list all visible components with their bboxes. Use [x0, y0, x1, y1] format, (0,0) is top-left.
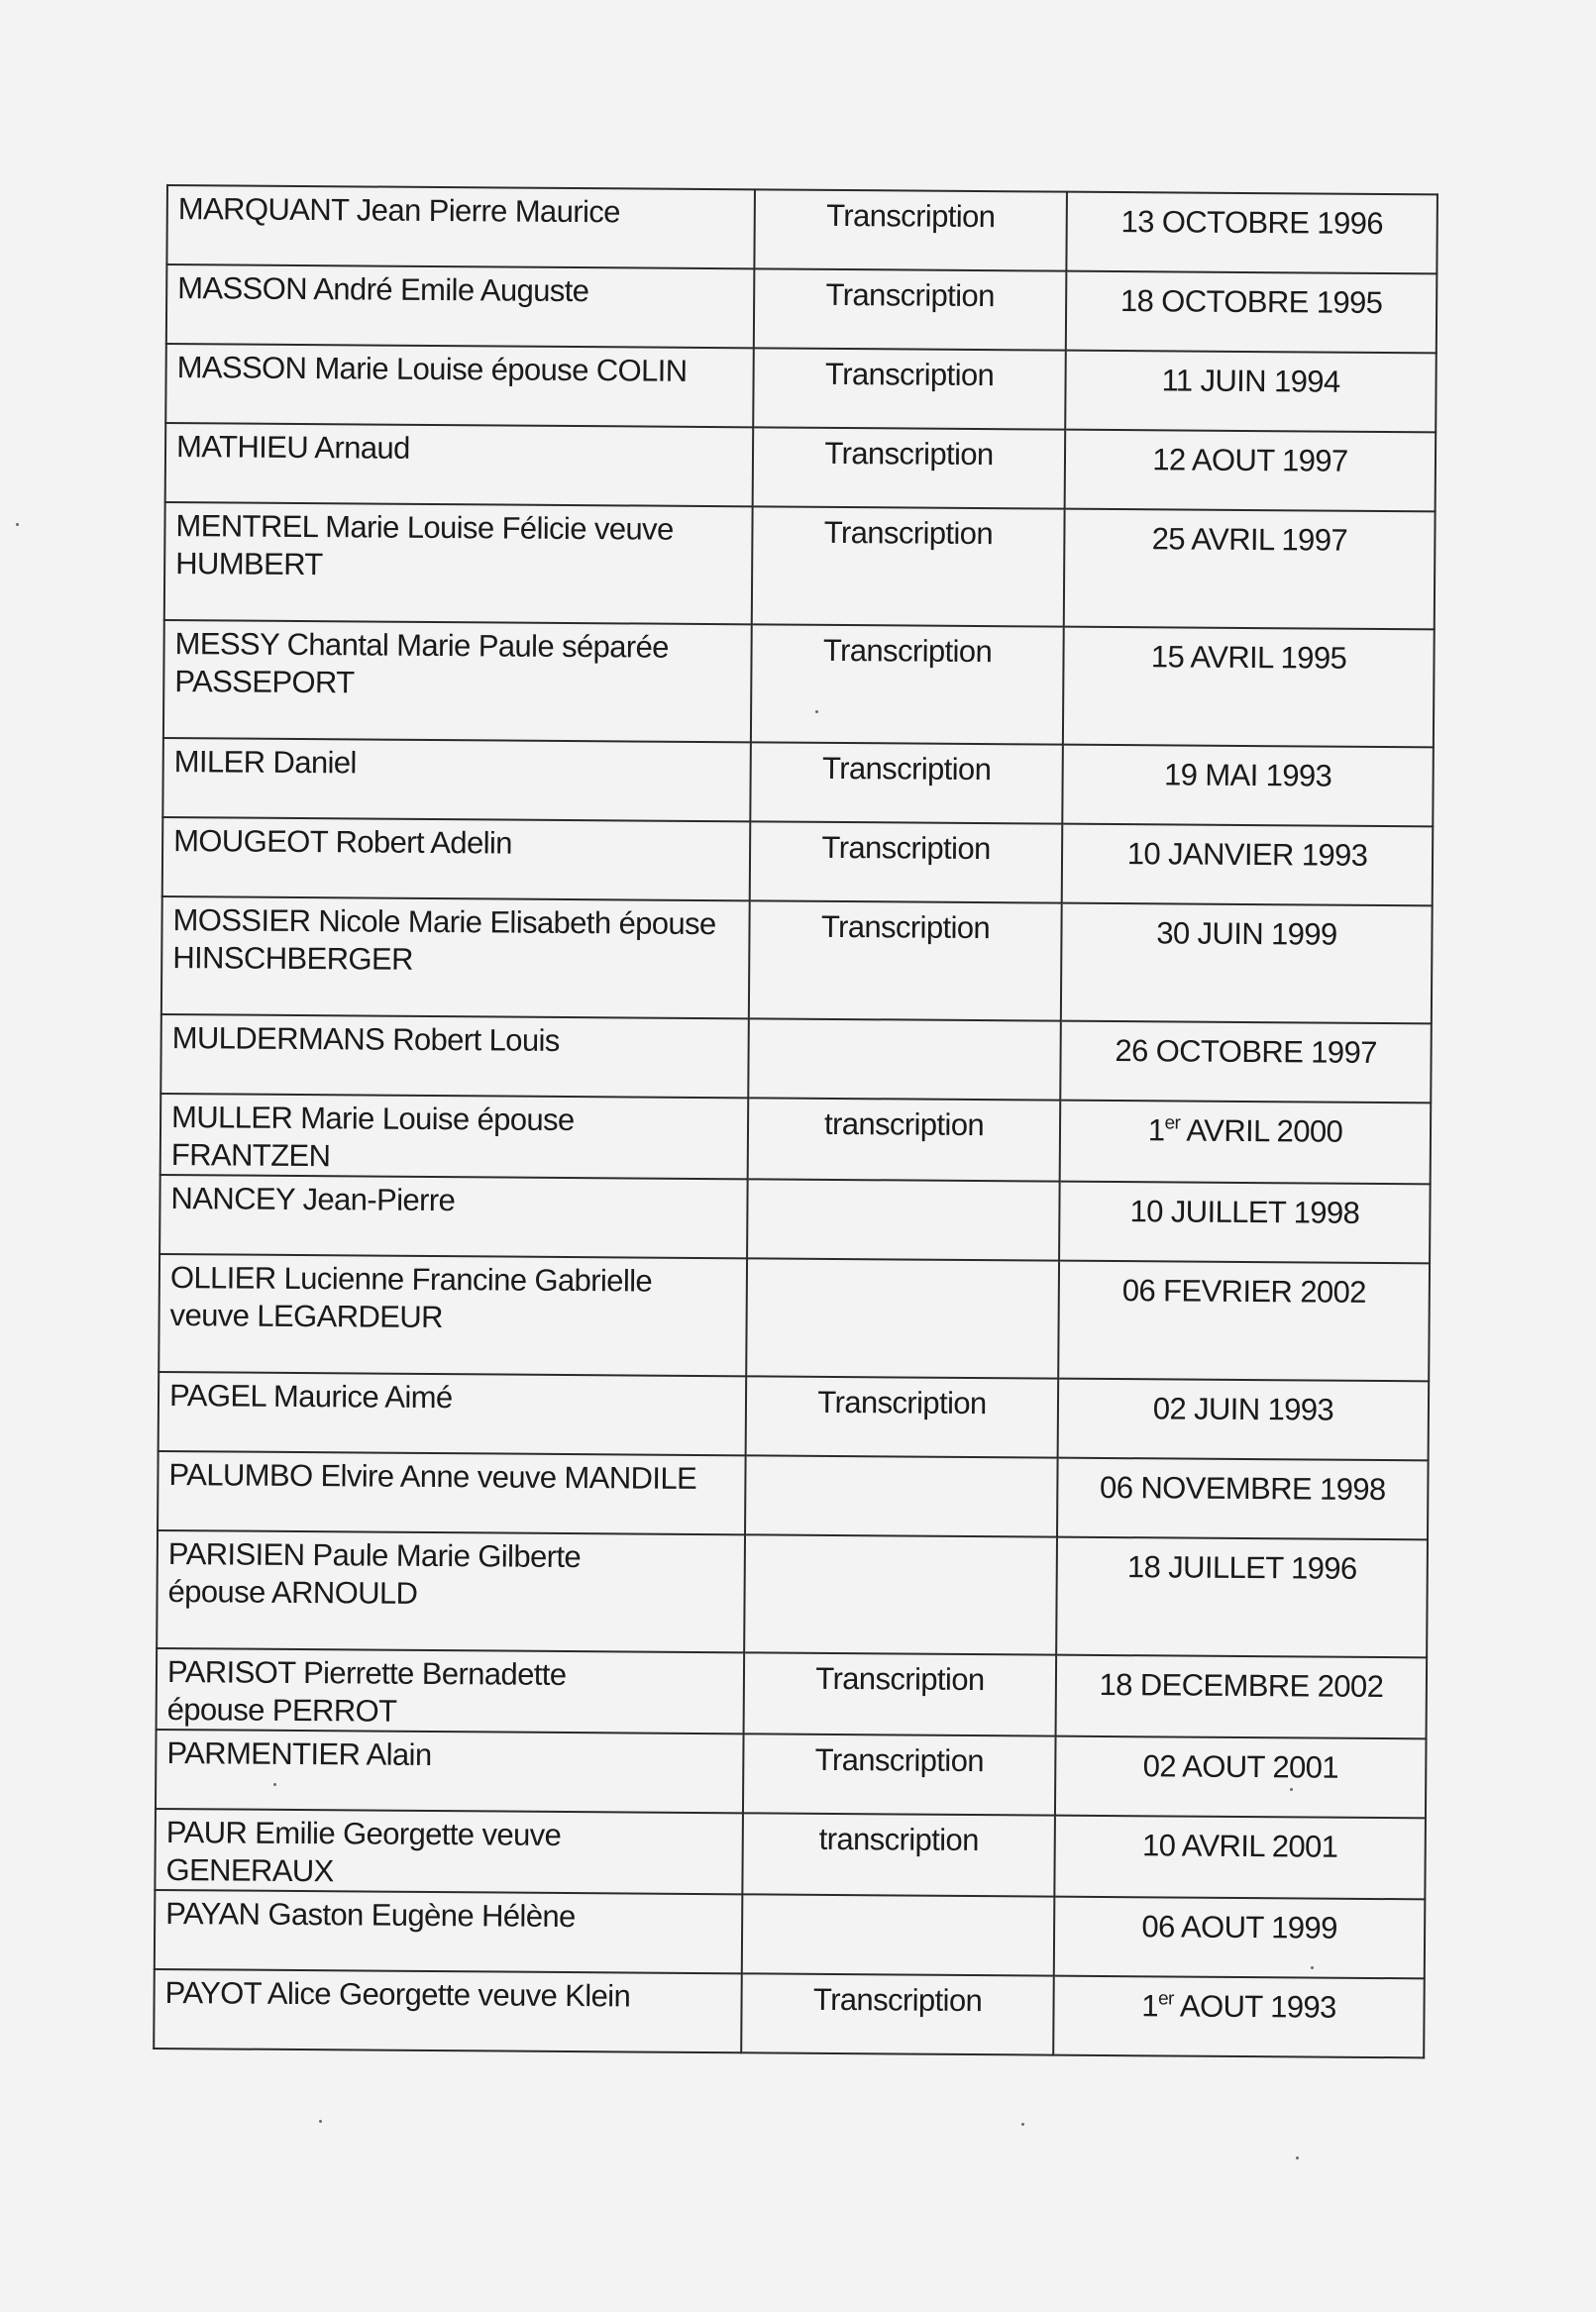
date-cell: 10 AVRIL 2001 — [1054, 1816, 1426, 1900]
scan-speck — [16, 523, 19, 526]
type-cell — [744, 1534, 1057, 1654]
table-row — [161, 896, 1433, 1023]
type-cell: Transcription — [752, 506, 1065, 626]
registry-table — [153, 184, 1438, 2058]
date-cell: 18 OCTOBRE 1995 — [1066, 271, 1437, 354]
scan-speck — [1021, 2123, 1024, 2126]
table-row — [164, 502, 1436, 629]
type-cell: transcription — [742, 1813, 1055, 1896]
name-cell: MASSON André Emile Auguste — [166, 264, 755, 348]
date-cell: 10 JUILLET 1998 — [1059, 1182, 1431, 1264]
table-row — [162, 738, 1434, 826]
date-cell: 10 JANVIER 1993 — [1062, 824, 1434, 906]
type-cell — [746, 1258, 1059, 1378]
name-cell: PARMENTIER Alain — [156, 1730, 744, 1813]
table-row — [163, 620, 1435, 747]
type-cell: Transcription — [741, 1973, 1054, 2054]
type-cell — [748, 1018, 1061, 1100]
name-cell: PARISOT Pierrette Bernadette épouse PERROT — [157, 1648, 745, 1734]
scan-speck — [319, 2120, 322, 2123]
date-cell: 1er AOUT 1993 — [1053, 1976, 1425, 2058]
table-row — [157, 1648, 1428, 1738]
table-row — [166, 264, 1437, 353]
table-row — [156, 1730, 1427, 1818]
type-cell: Transcription — [746, 1376, 1059, 1457]
type-cell — [745, 1455, 1058, 1536]
type-cell — [742, 1894, 1055, 1975]
name-cell: NANCEY Jean-Pierre — [160, 1175, 748, 1258]
table-row — [159, 1372, 1430, 1460]
date-cell: 02 AOUT 2001 — [1055, 1736, 1427, 1819]
date-cell: 26 OCTOBRE 1997 — [1060, 1021, 1432, 1103]
type-cell: Transcription — [751, 624, 1064, 744]
type-cell: Transcription — [743, 1734, 1056, 1815]
name-cell: MASSON Marie Louise épouse COLIN — [165, 344, 754, 427]
name-cell: MATHIEU Arnaud — [165, 423, 754, 506]
table-row — [162, 817, 1434, 905]
type-cell: Transcription — [754, 268, 1067, 350]
table-row — [159, 1254, 1430, 1381]
name-cell: MOSSIER Nicole Marie Elisabeth épouse HINSCHBERGER — [161, 896, 750, 1018]
name-cell: PAYAN Gaston Eugène Hélène — [155, 1890, 743, 1973]
table-row — [157, 1530, 1428, 1657]
table-row — [166, 185, 1437, 273]
scan-speck — [273, 1783, 276, 1786]
type-cell: Transcription — [744, 1652, 1057, 1735]
scan-speck — [815, 710, 818, 713]
name-cell: MARQUANT Jean Pierre Maurice — [166, 185, 755, 268]
date-cell: 19 MAI 1993 — [1062, 745, 1434, 827]
name-cell: PAUR Emilie Georgette veuve GENERAUX — [155, 1809, 743, 1894]
date-cell: 11 JUIN 1994 — [1065, 351, 1436, 433]
type-cell: Transcription — [750, 821, 1063, 902]
date-cell: 15 AVRIL 1995 — [1063, 627, 1435, 748]
name-cell: MENTREL Marie Louise Félicie veuve HUMBERT — [164, 502, 753, 624]
name-cell: OLLIER Lucienne Francine Gabrielle veuve LEGARDEUR — [159, 1254, 747, 1376]
table-row — [158, 1451, 1429, 1539]
table-row — [154, 1969, 1425, 2057]
date-cell: 06 AOUT 1999 — [1054, 1897, 1426, 1979]
name-cell: MILER Daniel — [162, 738, 751, 821]
scan-speck — [1311, 1966, 1314, 1969]
table-row — [165, 344, 1436, 432]
table-row — [160, 1014, 1432, 1103]
date-cell: 06 FEVRIER 2002 — [1058, 1261, 1430, 1382]
name-cell: PALUMBO Elvire Anne veuve MANDILE — [158, 1451, 746, 1534]
name-cell: PAGEL Maurice Aimé — [159, 1372, 747, 1455]
name-cell: MESSY Chantal Marie Paule séparée PASSEPORT — [163, 620, 752, 742]
date-cell: 06 NOVEMBRE 1998 — [1057, 1458, 1429, 1540]
name-cell: PAYOT Alice Georgette veuve Klein — [154, 1969, 742, 2052]
type-cell — [747, 1179, 1060, 1260]
date-cell: 18 DECEMBRE 2002 — [1056, 1655, 1428, 1739]
date-cell: 25 AVRIL 1997 — [1064, 509, 1436, 630]
date-cell: 18 JUILLET 1996 — [1056, 1537, 1428, 1658]
table-row — [155, 1890, 1426, 1978]
type-cell: Transcription — [753, 427, 1066, 508]
table-row — [155, 1809, 1426, 1899]
type-cell: Transcription — [754, 189, 1067, 270]
date-cell: 12 AOUT 1997 — [1065, 430, 1436, 512]
type-cell: transcription — [748, 1098, 1061, 1181]
table-row — [160, 1175, 1431, 1263]
type-cell: Transcription — [750, 742, 1063, 823]
name-cell: MOUGEOT Robert Adelin — [162, 817, 751, 900]
table-row — [165, 423, 1436, 511]
scan-speck — [1290, 1788, 1293, 1791]
date-cell: 02 JUIN 1993 — [1058, 1379, 1430, 1461]
date-cell: 30 JUIN 1999 — [1061, 903, 1433, 1024]
name-cell: MULLER Marie Louise épouse FRANTZEN — [160, 1094, 749, 1179]
name-cell: MULDERMANS Robert Louis — [160, 1014, 749, 1098]
type-cell: Transcription — [749, 900, 1062, 1020]
date-cell: 1er AVRIL 2000 — [1060, 1101, 1432, 1185]
type-cell: Transcription — [753, 348, 1066, 429]
scan-speck — [1296, 2156, 1299, 2159]
table-row — [160, 1094, 1432, 1184]
date-cell: 13 OCTOBRE 1996 — [1066, 192, 1437, 274]
name-cell: PARISIEN Paule Marie Gilberte épouse ARNOULD — [157, 1530, 745, 1652]
